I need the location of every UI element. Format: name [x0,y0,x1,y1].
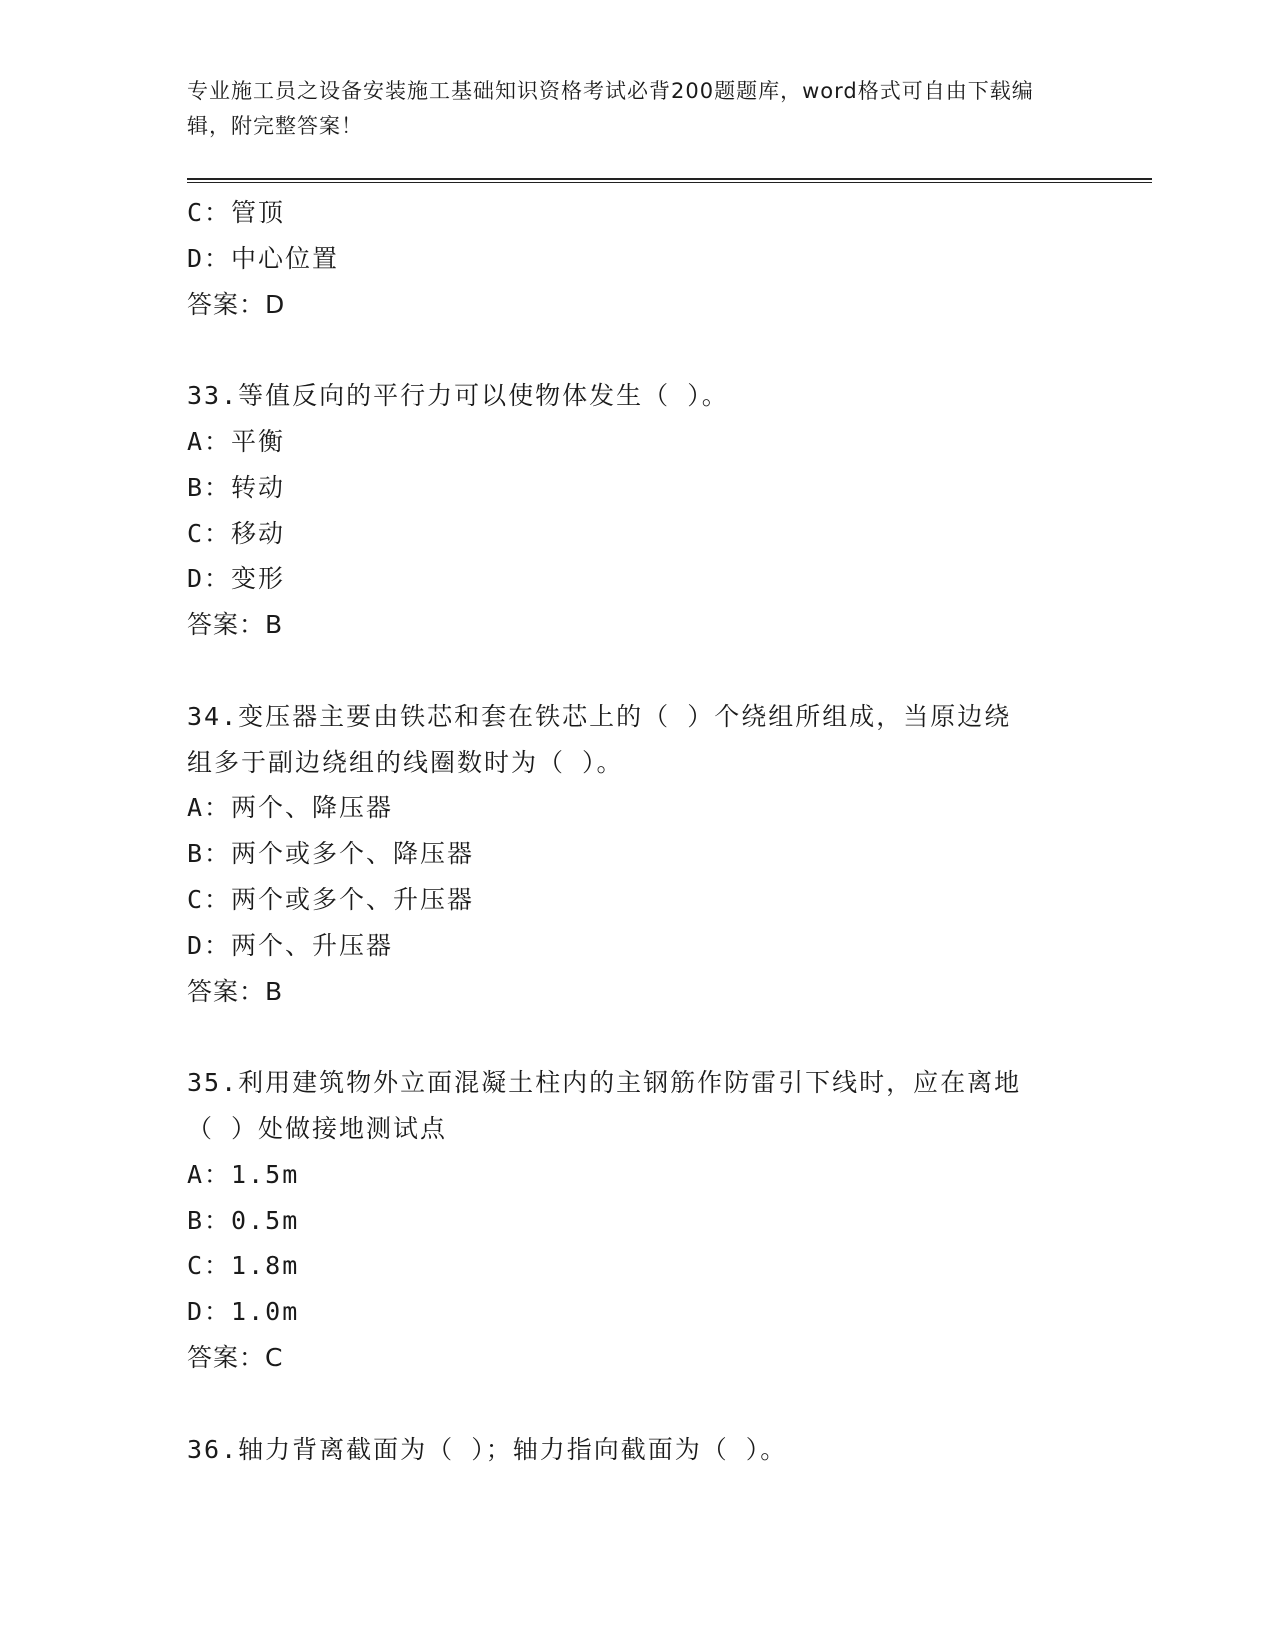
question-stem-continued: 组多于副边绕组的线圈数时为（ ）。 [187,747,624,777]
option-c: C：1.8m [187,1251,300,1281]
question-stem-continued: （ ）处做接地测试点 [187,1113,448,1143]
question-block-34 [187,694,1087,1015]
question-list [187,190,1087,1472]
option-c: C：管顶 [187,198,286,227]
spacer [187,1381,1087,1427]
question-block-35 [187,1060,1087,1381]
option-d: D：变形 [187,564,286,594]
answer: 答案：B [187,976,284,1006]
spacer [187,648,1087,694]
option-c: C：移动 [187,518,286,548]
option-a: A：两个、降压器 [187,793,394,823]
answer: 答案：C [187,1342,284,1372]
option-b: B：转动 [187,472,286,502]
option-d: D：中心位置 [187,243,340,273]
option-a: A：平衡 [187,426,286,456]
option-c: C：两个或多个、升压器 [187,884,475,914]
question-stem: 34.变压器主要由铁芯和套在铁芯上的（ ）个绕组所组成，当原边绕 [187,701,1012,731]
answer: 答案：B [187,610,284,640]
answer: 答案：D [187,289,286,319]
option-b: B：0.5m [187,1205,300,1235]
spacer [187,1014,1087,1060]
question-block-36 [187,1427,1087,1473]
question-stem: 36.轴力背离截面为（ ）；轴力指向截面为（ ）。 [187,1434,788,1464]
question-stem: 33.等值反向的平行力可以使物体发生（ ）。 [187,381,729,411]
document-title: 专业施工员之设备安装施工基础知识资格考试必背200题题库，word格式可自由下载编辑，附完整答案！ [187,79,1034,138]
option-a: A：1.5m [187,1159,300,1189]
question-block-33 [187,373,1087,648]
option-b: B：两个或多个、降压器 [187,839,475,869]
option-d: D：1.0m [187,1297,300,1327]
document-header [187,74,1067,144]
question-block-32-tail [187,190,1087,327]
header-divider [187,178,1152,183]
question-stem: 35.利用建筑物外立面混凝土柱内的主钢筋作防雷引下线时，应在离地 [187,1068,1022,1098]
spacer [187,327,1087,373]
option-d: D：两个、升压器 [187,930,394,960]
